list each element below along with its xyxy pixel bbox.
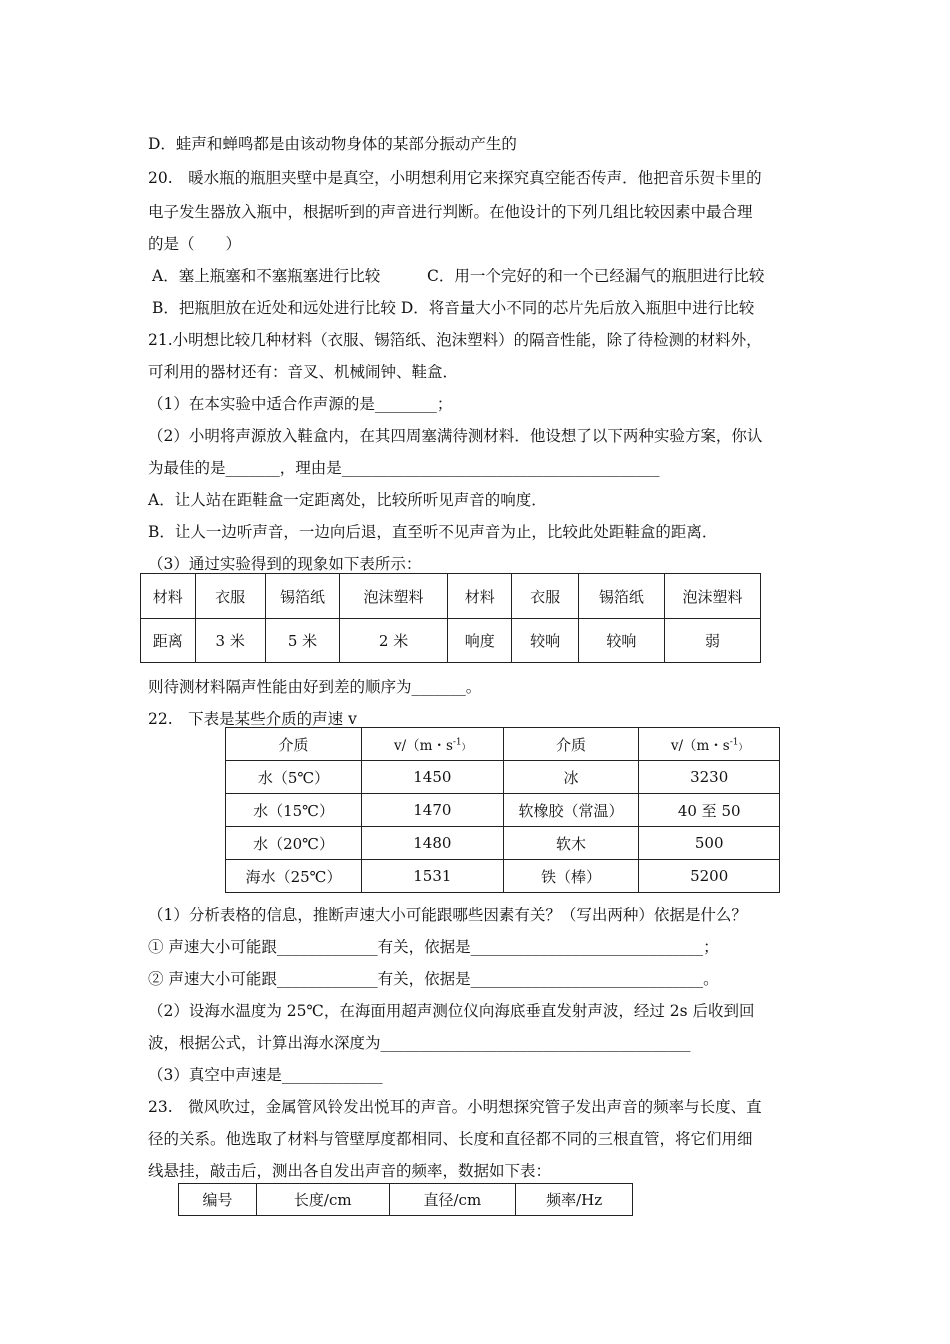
table-cell: 海水（25℃） [226, 860, 362, 893]
table-cell: 1450 [362, 761, 504, 794]
answer-line-2: ② 声速大小可能跟_____________有关，依据是______________________________。 [148, 970, 719, 988]
table-cell: 5200 [639, 860, 780, 893]
table-row [226, 794, 780, 827]
question-23-line2: 径的关系。他选取了材料与管壁厚度都相同、长度和直径都不同的三根直管，将它们用细 [148, 1130, 753, 1148]
table-cell: 长度/cm [256, 1184, 389, 1216]
question-22-part3: （3）真空中声速是_____________ [148, 1066, 383, 1084]
question-20: 20. 暖水瓶的瓶胆夹壁中是真空，小明想利用它来探究真空能否传声．他把音乐贺卡里的 [148, 169, 762, 187]
question-22-part1: （1）分析表格的信息，推断声速大小可能跟哪些因素有关？（写出两种）依据是什么？ [148, 906, 747, 924]
table-cell: 锡箔纸 [265, 574, 339, 619]
table-row [226, 761, 780, 794]
table-cell: v/（m・$s^{-1}$） [639, 728, 780, 761]
table-cell: 泡沫塑料 [340, 574, 448, 619]
question-22-part2: （2）设海水温度为 25℃，在海面用超声测位仪向海底垂直发射声波，经过 2s 后收到回 [148, 1002, 755, 1020]
table-cell: 40 至 50 [639, 794, 780, 827]
table-row [141, 574, 761, 619]
table-cell: 编号 [179, 1184, 257, 1216]
option-c-q20: C．用一个完好的和一个已经漏气的瓶胆进行比较 [427, 267, 765, 285]
table-cell: 水（5℃） [226, 761, 362, 794]
table-cell: 材料 [448, 574, 512, 619]
table-cell: 泡沫塑料 [664, 574, 760, 619]
option-b-d-q20: B．把瓶胆放在近处和远处进行比较 D．将音量大小不同的芯片先后放入瓶胆中进行比较 [152, 299, 755, 317]
table-cell: 材料 [141, 574, 196, 619]
option-d-q19: D．蛙声和蝉鸣都是由该动物身体的某部分振动产生的 [148, 135, 517, 153]
table-cell: 1480 [362, 827, 504, 860]
table-cell: 衣服 [195, 574, 265, 619]
table-cell: 3 米 [195, 619, 265, 663]
table-cell: 响度 [448, 619, 512, 663]
pipe-table [178, 1183, 633, 1216]
question-21: 21.小明想比较几种材料（衣服、锡箔纸、泡沫塑料）的隔音性能，除了待检测的材料外， [148, 331, 762, 349]
question-20-line2: 电子发生器放入瓶中，根据听到的声音进行判断。在他设计的下列几组比较因素中最合理 [148, 203, 753, 221]
table-cell: 5 米 [265, 619, 339, 663]
plan-a: A．让人站在距鞋盒一定距离处，比较所听见声音的响度． [148, 491, 547, 509]
table-row [141, 619, 761, 663]
table-cell: 冰 [503, 761, 639, 794]
table-cell: 介质 [503, 728, 639, 761]
table-cell: 水（15℃） [226, 794, 362, 827]
table-row [226, 827, 780, 860]
question-20-line3: 的是（ ） [148, 235, 242, 253]
table-cell: 较响 [512, 619, 578, 663]
table-cell: 软橡胶（常温） [503, 794, 639, 827]
question-23-line3: 线悬挂，敲击后，测出各自发出声音的频率，数据如下表： [148, 1162, 552, 1180]
table-cell: 2 米 [340, 619, 448, 663]
question-21-conclusion: 则待测材料隔声性能由好到差的顺序为_______。 [148, 678, 482, 696]
table-cell: 衣服 [512, 574, 578, 619]
table-cell: 500 [639, 827, 780, 860]
question-21-part2: （2）小明将声源放入鞋盒内，在其四周塞满待测材料．他设想了以下两种实验方案，你认 [148, 427, 763, 445]
table-cell: v/（m・$s^{-1}$） [362, 728, 504, 761]
material-table [140, 573, 761, 663]
question-22: 22. 下表是某些介质的声速 v [148, 710, 357, 728]
question-21-part2-line2: 为最佳的是_______，理由是_________________________________________ [148, 459, 660, 477]
question-21-part3: （3）通过实验得到的现象如下表所示： [148, 555, 422, 573]
table-cell: 距离 [141, 619, 196, 663]
plan-b: B．让人一边听声音，一边向后退，直至听不见声音为止，比较此处距鞋盒的距离． [148, 523, 718, 541]
table-row [226, 728, 780, 761]
table-cell: 水（20℃） [226, 827, 362, 860]
table-cell: 1531 [362, 860, 504, 893]
answer-line-1: ① 声速大小可能跟_____________有关，依据是______________________________； [148, 938, 719, 956]
question-21-line2: 可利用的器材还有：音叉、机械闹钟、鞋盒． [148, 363, 459, 381]
table-cell: 介质 [226, 728, 362, 761]
question-23: 23. 微风吹过，金属管风铃发出悦耳的声音。小明想探究管子发出声音的频率与长度、直 [148, 1098, 762, 1116]
table-row [179, 1184, 633, 1216]
table-cell: 铁（棒） [503, 860, 639, 893]
table-cell: 直径/cm [389, 1184, 516, 1216]
table-cell: 较响 [578, 619, 664, 663]
question-22-part2-line2: 波，根据公式，计算出海水深度为________________________________________ [148, 1034, 691, 1052]
table-cell: 锡箔纸 [578, 574, 664, 619]
table-row [226, 860, 780, 893]
table-cell: 1470 [362, 794, 504, 827]
sound-speed-table [225, 727, 780, 893]
question-21-part1: （1）在本实验中适合作声源的是________； [148, 395, 453, 413]
table-cell: 软木 [503, 827, 639, 860]
table-cell: 3230 [639, 761, 780, 794]
table-cell: 弱 [664, 619, 760, 663]
table-cell: 频率/Hz [516, 1184, 633, 1216]
option-a-q20: A．塞上瓶塞和不塞瓶塞进行比较 [152, 267, 381, 285]
